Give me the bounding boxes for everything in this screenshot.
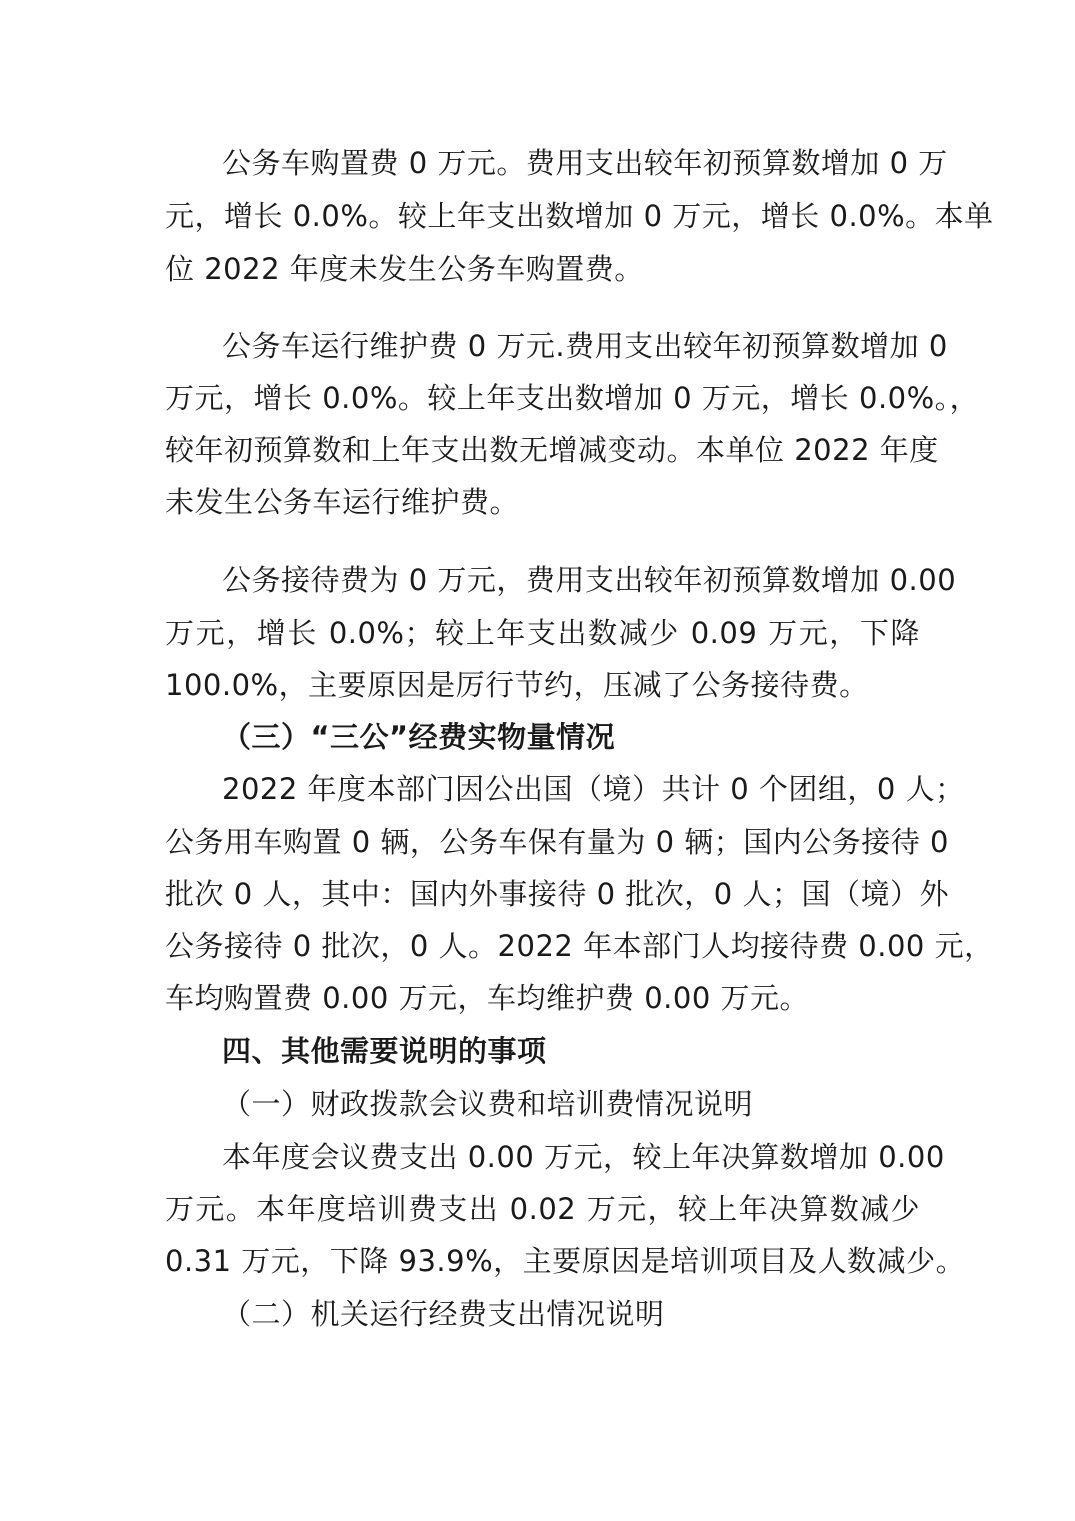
section-heading: （三）“三公”经费实物量情况 — [222, 720, 616, 754]
paragraph-line: 本年度会议费支出 0.00 万元，较上年决算数增加 0.00 — [222, 1140, 945, 1174]
paragraph-line: 公务接待 0 批次，0 人。2022 年本部门人均接待费 0.00 元， — [165, 929, 994, 963]
paragraph-line: 万元，增长 0.0%；较上年支出数减少 0.09 万元，下降 — [165, 616, 920, 650]
paragraph-line: 元，增长 0.0%。较上年支出数增加 0 万元，增长 0.0%。本单 — [165, 199, 994, 233]
paragraph-line: 较年初预算数和上年支出数无增减变动。本单位 2022 年度 — [165, 433, 939, 467]
paragraph-line: 批次 0 人，其中：国内外事接待 0 批次，0 人；国（境）外 — [165, 877, 949, 911]
paragraph-line: 0.31 万元，下降 93.9%，主要原因是培训项目及人数减少。 — [165, 1244, 966, 1278]
paragraph-line: 公务接待费为 0 万元，费用支出较年初预算数增加 0.00 — [222, 563, 957, 597]
paragraph-line: 未发生公务车运行维护费。 — [165, 485, 520, 519]
paragraph-line: 公务车购置费 0 万元。费用支出较年初预算数增加 0 万 — [222, 146, 948, 180]
subsection-heading: （一）财政拨款会议费和培训费情况说明 — [222, 1087, 754, 1121]
paragraph-line: 公务用车购置 0 辆，公务车保有量为 0 辆；国内公务接待 0 — [165, 825, 949, 859]
paragraph-line: 位 2022 年度未发生公务车购置费。 — [165, 252, 644, 286]
paragraph-line: 万元，增长 0.0%。较上年支出数增加 0 万元，增长 0.0%。， — [165, 381, 980, 415]
paragraph-line: 公务车运行维护费 0 万元.费用支出较年初预算数增加 0 — [222, 329, 948, 363]
paragraph-line: 车均购置费 0.00 万元，车均维护费 0.00 万元。 — [165, 981, 810, 1015]
paragraph-line: 万元。本年度培训费支出 0.02 万元，较上年决算数减少 — [165, 1192, 920, 1226]
subsection-heading: （二）机关运行经费支出情况说明 — [222, 1297, 665, 1331]
part-heading: 四、其他需要说明的事项 — [222, 1034, 547, 1068]
paragraph-line: 100.0%，主要原因是厉行节约，压减了公务接待费。 — [165, 668, 869, 702]
paragraph-line: 2022 年度本部门因公出国（境）共计 0 个团组，0 人； — [222, 772, 965, 806]
